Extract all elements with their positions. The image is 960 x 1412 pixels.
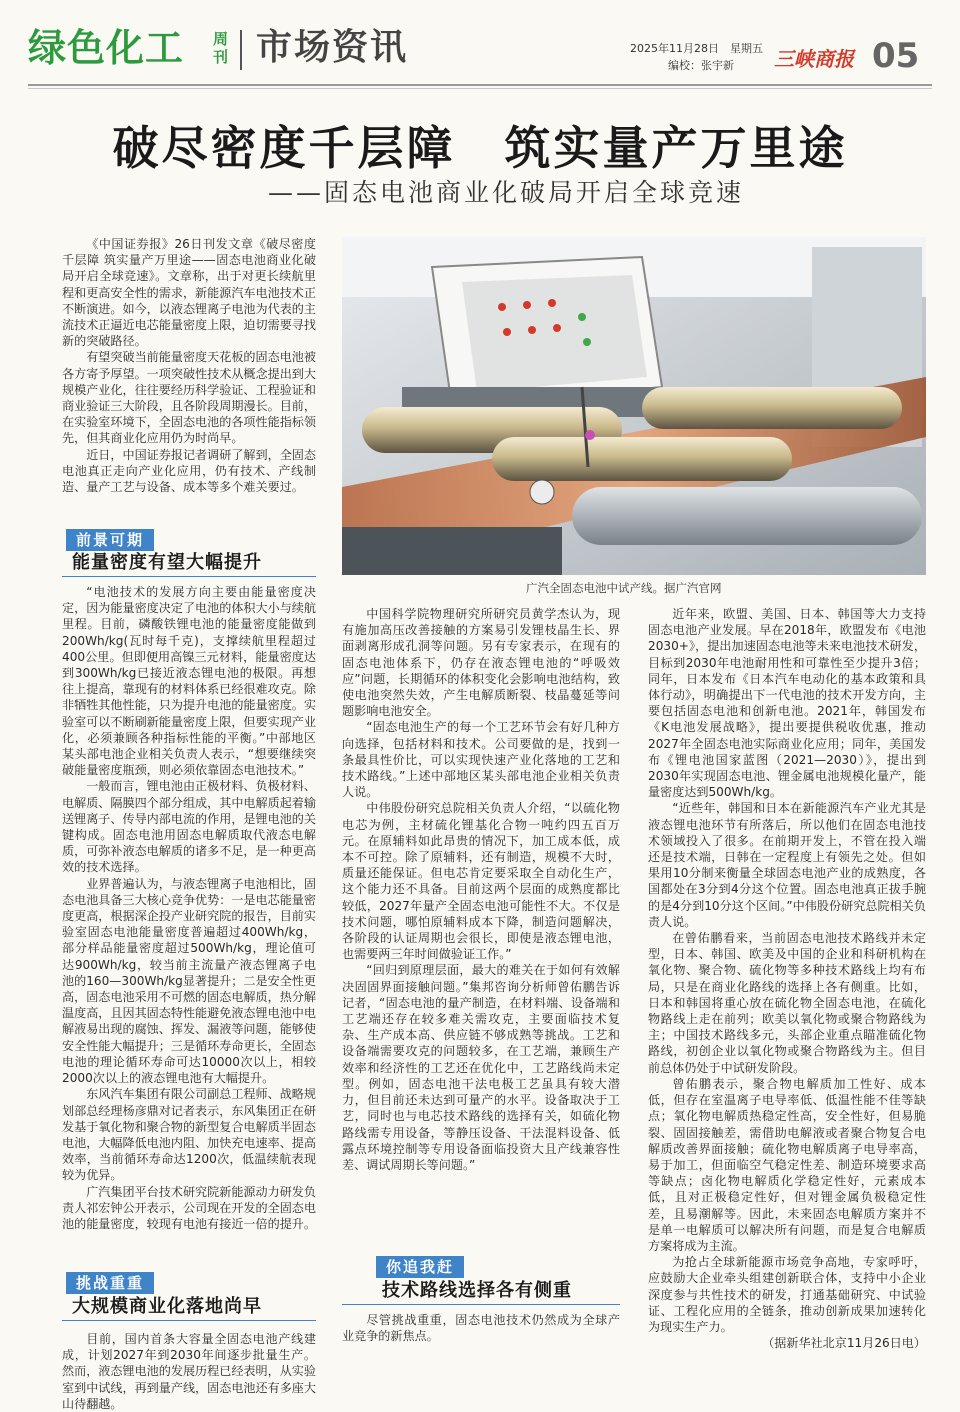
section1-rule	[62, 576, 316, 577]
intro-paragraph: 有望突破当前能量密度天花板的固态电池被各方寄予厚望。一项突破性技术从概念提出到大规模产业化，往往要经历科学验证、工程验证和商业验证三大阶段，且各阶段周期漫长。目前，在实验室环境下，全固态电池的各项性能指标领先，但其商业化应用仍为时尚早。	[62, 350, 316, 446]
body-paragraph: 目前，国内首条大容量全固态电池产线建成，计划2027年到2030年间逐步批量生产。然而，液态锂电池的发展历程已经表明，从实验室到中试线，再到量产线，固态电池还有多座大山待翻越。	[62, 1332, 316, 1411]
page-number: 05	[872, 36, 920, 76]
body-paragraph: “回归到原理层面，最大的难关在于如何有效解决固固界面接触问题。”集邦咨询分析师曾佑鹏告诉记者，“固态电池的量产制造，在材料端、设备端和工艺端还存在较多难关需攻克，主要面临技术复杂、生产成本高、供应链不够成熟等挑战。工艺和设备端需要攻克的问题较多，在工艺端，兼顾生产效率和经济性的工艺还在优化中，工艺路线尚未定型。例如，固态电池干法电极工艺虽具有较大潜力，但目前还未达到可量产的水平。设备取决于工艺，同时也与电芯技术路线的选择有关，如硫化物路线需专用设备，等静压设备、干法混料设备、低露点环境控制等专用设备面临投资大且产线兼容性差、调试周期长等问题。”	[342, 963, 620, 1172]
section2-body-start	[62, 1331, 316, 1411]
brand-title: 绿色化工	[28, 26, 185, 70]
masthead-divider	[240, 30, 242, 70]
body-paragraph: 中伟股份研究总院相关负责人介绍，“以硫化物电芯为例，主材硫化锂基化合物一吨约四五百万元。在原辅料如此昂贵的情况下，加工成本低，成本不可控。除了原辅料，还有制造，规模不大时，质量还能保证。但电芯肯定要采取全自动化生产，这个能力还不具备。目前这两个层面的成熟度都比较低，2027年量产全固态电池可能性不大。不仅是技术问题，哪怕原辅料成本下降，制造问题解决，各阶段的认证周期也会很长，即使是液态锂电池，也需要两三年时间做验证工作。”	[342, 801, 620, 962]
body-paragraph: 为抢占全球新能源市场竞争高地，专家呼吁，应鼓励大企业牵头组建创新联合体，支持中小企业深度参与共性技术的研发，打通基础研究、中试验证、工程化应用的全链条，推动创新成果加速转化为现实生产力。	[648, 1255, 926, 1334]
section2-tag: 挑战重重	[66, 1272, 154, 1294]
section3-rule	[342, 1304, 620, 1305]
subheadline: ——固态电池商业化破局开启全球竞速	[268, 178, 745, 207]
section2-rule	[62, 1320, 316, 1321]
issue-date: 2025年11月28日 星期五	[630, 42, 763, 55]
body-paragraph: 业界普遍认为，与液态锂离子电池相比，固态电池具备三大核心竞争优势：一是电芯能量密度更高，根据深企投产业研究院的报告，目前实验室固态电池能量密度普遍超过400Wh/kg，部分样品能量密度超过500Wh/kg，理论值可达900Wh/kg，较当前主流量产液态锂离子电池的160—300Wh/kg显著提升；二是安全性更高，固态电池采用不可燃的固态电解质，热分解温度高，且因其固态特性能避免液态锂电池中电解液易出现的腐蚀、挥发、漏液等问题，能够使安全性能大幅提升；三是循环寿命更长，全固态电池的理论循环寿命可达10000次以上，相较2000次以上的液态锂电池有大幅提升。	[62, 876, 316, 1086]
body-paragraph: 一般而言，锂电池由正极材料、负极材料、电解质、隔膜四个部分组成，其中电解质起着输送锂离子、传导内部电流的作用，是锂电池的关键构成。固态电池用固态电解质取代液态电解质，可弥补液态电解质的诸多不足，是一种更高效的技术选择。	[62, 779, 316, 875]
production-line-illustration	[342, 237, 926, 575]
section3-body-start	[342, 1312, 620, 1344]
body-paragraph: 广汽集团平台技术研究院新能源动力研发负责人祁宏钟公开表示，公司现在开发的全固态电池的能量密度，较现有电池有接近一倍的提升。	[62, 1184, 316, 1231]
section1-title: 能量密度有望大幅提升	[72, 552, 262, 573]
body-paragraph: “固态电池生产的每一个工艺环节会有好几种方向选择，包括材料和技术。公司要做的是，找到一条最具性价比，可以实现快速产业化落地的工艺和技术路线。”上述中部地区某头部电池企业相关负责人说。	[342, 720, 620, 800]
section1-tag: 前景可期	[66, 529, 154, 551]
body-paragraph: 在曾佑鹏看来，当前固态电池技术路线并未定型，日本、韩国、欧美及中国的企业和科研机构在氧化物、聚合物、硫化物等多种技术路线上均有布局，只是在商业化路线的选择上各有侧重。比如，日本和韩国将重心放在硫化物全固态电池，在硫化物路线上走在前列；欧美以氧化物或聚合物路线为主；中国技术路线多元，头部企业重点瞄准硫化物路线，初创企业以氧化物或聚合物路线为主。但目前总体仍处于中试研发阶段。	[648, 931, 926, 1075]
body-paragraph: 尽管挑战重重，固态电池技术仍然成为全球产业竞争的新焦点。	[342, 1313, 620, 1344]
brand-subtitle: 周刊	[213, 30, 229, 66]
source-credit: （据新华社北京11月26日电）	[762, 1336, 926, 1351]
body-paragraph: “近些年，韩国和日本在新能源汽车产业尤其是液态锂电池环节有所落后，所以他们在固态电池技术领域投入了很多。在前期开发上，不管在投入端还是技术端，日韩在一定程度上有领先之处。但如果用10分制来衡量全球固态电池产业的成熟度，各国都处在3分到4分这个位置。固态电池真正拔手腕的是4分到10分这个区间。”中伟股份研究总院相关负责人说。	[648, 801, 926, 929]
editor-credit: 编校：张宇新	[668, 59, 734, 72]
production-line-photo	[342, 237, 926, 575]
intro-paragraph: 近日，中国证券报记者调研了解到，全固态电池真正走向产业化应用，仍有技术、产线制造、量产工艺与设备、成本等多个难关要过。	[62, 447, 316, 495]
body-paragraph: 东风汽车集团有限公司副总工程师、战略规划部总经理杨彦鼎对记者表示，东风集团正在研发基于氧化物和聚合物的新型复合电解质半固态电池，大幅降低电池内阻、加快充电速率、提高效率，当前循环寿命达1200次，低温续航表现较为优异。	[62, 1087, 316, 1183]
intro-paragraph: 《中国证券报》26日刊发文章《破尽密度千层障 筑实量产万里途——固态电池商业化破局开启全球竞速》。文章称，出于对更长续航里程和更高安全性的需求，新能源汽车电池技术正不断演进。如今，以液态锂离子电池为代表的主流技术正逼近电芯能量密度上限，迫切需要寻找新的突破路径。	[62, 237, 316, 349]
section1-body	[62, 584, 316, 1232]
section3-title: 技术路线选择各有侧重	[382, 1280, 572, 1301]
section2-body-cont	[342, 606, 620, 1173]
body-paragraph: “电池技术的发展方向主要由能量密度决定，因为能量密度决定了电池的体积大小与续航里程。目前，磷酸铁锂电池的能量密度能做到200Wh/kg(瓦时每千克)，支撑续航里程超过400公里。但即便用高镍三元材料，能量密度达到300Wh/kg已接近液态锂电池的极限。再想往上提高，靠现有的材料体系已经很难攻克。除非牺牲其他性能，只为提升电池的能量密度。实验室可以不断刷新能量密度上限，但要实现产业化，必须兼顾各种指标性能的平衡。”中部地区某头部电池企业相关负责人表示，“想要继续突破能量密度瓶颈，则必须依靠固态电池技术。”	[62, 585, 316, 778]
body-paragraph: 曾佑鹏表示，聚合物电解质加工性好、成本低，但存在室温离子电导率低、低温性能不佳等缺点；氧化物电解质热稳定性高，安全性好，但易脆裂、固固接触差，需借助电解液或者聚合物复合电解质改善界面接触；硫化物电解质离子电导率高，易于加工，但面临空气稳定性差、制造环境要求高等缺点；卤化物电解质化学稳定性好，元素成本低，且对正极稳定性好，但对锂金属负极稳定性差，且易潮解等。因此，未来固态电解质方案并不是单一电解质可以解决所有问题，而是复合电解质方案将成为主流。	[648, 1076, 926, 1253]
headline: 破尽密度千层障 筑实量产万里途	[112, 121, 848, 175]
body-paragraph: 近年来，欧盟、美国、日本、韩国等大力支持固态电池产业发展。早在2018年，欧盟发布《电池2030+》，提出加速固态电池等未来电池技术研发，目标到2030年电池耐用性和可靠性至少提升3倍；同年，日本发布《日本汽车电动化的基本政策和具体行动》，明确提出下一代电池的技术开发方向，主要包括固态电池和创新电池。2021年，韩国发布《K电池发展战略》，提出要提供税收优惠，推动2027年全固态电池实际商业化应用；同年，美国发布《锂电池国家蓝图（2021—2030）》，提出到2030年实现固态电池、锂金属电池规模化量产，能量密度达到500Wh/kg。	[648, 607, 926, 800]
section3-tag: 你追我赶	[376, 1256, 464, 1278]
section3-body-cont	[648, 606, 926, 1351]
masthead-rule	[28, 84, 932, 86]
intro-block	[62, 236, 316, 495]
masthead-rule-thin	[28, 88, 932, 89]
section2-title: 大规模商业化落地尚早	[72, 1296, 262, 1317]
body-paragraph: 中国科学院物理研究所研究员黄学杰认为，现有施加高压改善接触的方案易引发锂枝晶生长、界面剥离形成孔洞等问题。另有专家表示，在现有的固态电池体系下，仍存在液态锂电池的“呼吸效应”问题，长期循环的体积变化会影响电池结构，致使电池突然失效，产生电解质断裂、枝晶蔓延等问题影响电池安全。	[342, 607, 620, 719]
section-name: 市场资讯	[256, 27, 409, 68]
newspaper-logo: 三峡商报	[774, 47, 854, 71]
photo-caption: 广汽全固态电池中试产线。据广汽官网	[526, 581, 722, 595]
